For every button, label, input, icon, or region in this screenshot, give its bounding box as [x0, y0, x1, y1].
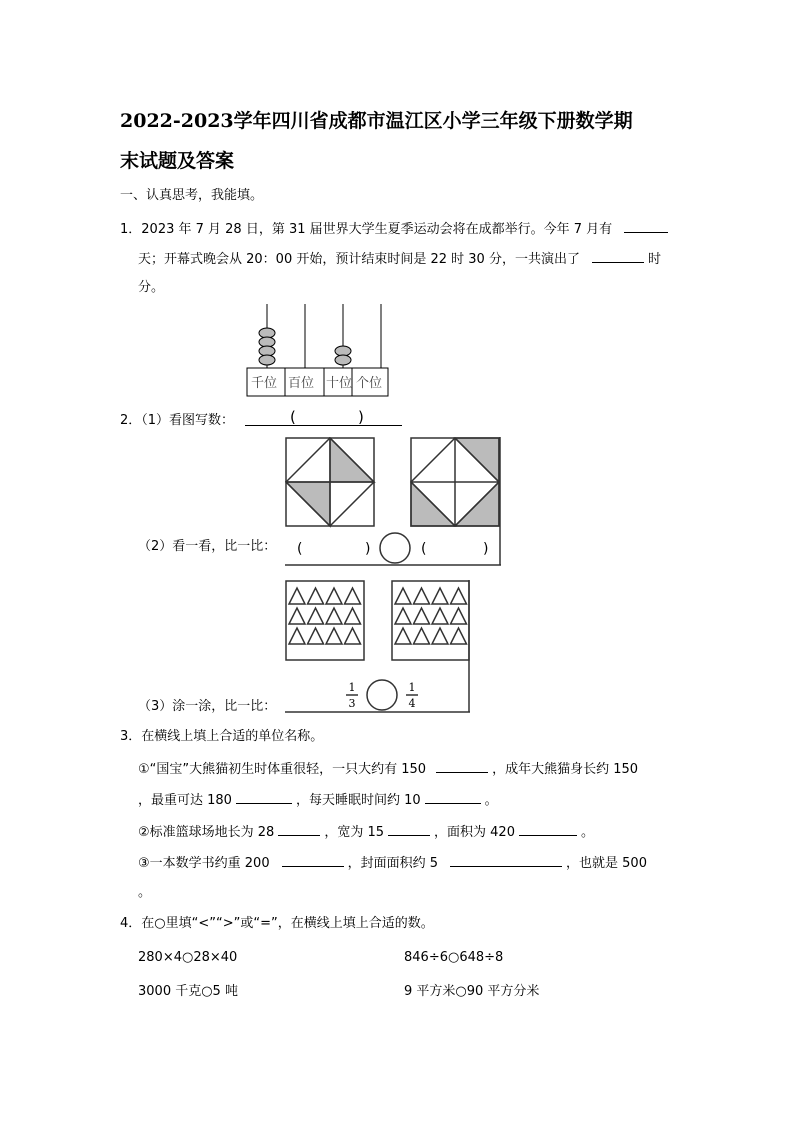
svg-text:(: (: [421, 541, 427, 557]
triangle-shape: [432, 588, 448, 604]
q3-line4: ③一本数学书约重 200 ，封面面积约 5 ，也就是 500: [138, 856, 647, 871]
triangle-shape: [289, 628, 305, 644]
q1-line1: 1．2023 年 7 月 28 日，第 31 届世界大学生夏季运动会将在成都举行。今年 7 月有: [120, 220, 672, 238]
triangle-shape: [414, 588, 430, 604]
triangles-figure: [285, 580, 473, 714]
triangle-shape: [451, 588, 467, 604]
triangle-shape: [345, 608, 361, 624]
triangle-shape: [451, 608, 467, 624]
q1-line3: 分。: [138, 280, 165, 295]
paren: ): [358, 408, 364, 426]
q1-line2: 天；开幕式晚会从 20：00 开始，预计结束时间是 22 时 30 分，一共演出了 时: [138, 252, 661, 267]
q2-answer-line[interactable]: [245, 425, 402, 426]
q3-heading: 3．在横线上填上合适的单位名称。: [120, 729, 324, 744]
abacus-label: 个位: [356, 376, 383, 391]
doc-title-line2: 末试题及答案: [120, 150, 235, 172]
q4-item: 846÷6○648÷8: [404, 950, 504, 965]
q2-part3: （3）涂一涂，比一比：: [138, 699, 277, 714]
triangle-shape: [395, 608, 411, 624]
q4-item: 280×4○28×40: [138, 950, 238, 965]
abacus-label: 十位: [326, 376, 353, 391]
triangle-shape: [345, 588, 361, 604]
abacus-figure: [246, 304, 391, 400]
q3-line3: ②标准篮球场地长为 28 ，宽为 15 ，面积为 420 。: [138, 825, 594, 840]
section-heading: 一、认真思考，我能填。: [120, 188, 264, 203]
q3-line5: 。: [138, 885, 152, 900]
triangle-shape: [432, 608, 448, 624]
squares-figure: [285, 437, 503, 567]
q2-part1: 2．（1）看图写数：: [120, 413, 235, 428]
triangle-shape: [326, 588, 342, 604]
q4-item: 9 平方米○90 平方分米: [404, 984, 540, 999]
fraction-denominator: 3: [348, 697, 356, 710]
svg-text:(: (: [297, 541, 303, 557]
triangle-shape: [414, 628, 430, 644]
q3-line2: ，最重可达 180 ，每天睡眠时间约 10 。: [138, 793, 498, 808]
fraction-denominator: 4: [408, 697, 416, 710]
doc-title-line1: 2022-2023学年四川省成都市温江区小学三年级下册数学期: [120, 110, 633, 132]
triangle-shape: [395, 588, 411, 604]
triangle-shape: [308, 608, 324, 624]
triangle-shape: [326, 628, 342, 644]
svg-text:): ): [483, 541, 489, 557]
triangle-shape: [345, 628, 361, 644]
triangle-shape: [289, 588, 305, 604]
abacus-label: 百位: [288, 376, 315, 391]
fraction-numerator: 1: [408, 681, 416, 694]
triangle-shape: [395, 628, 411, 644]
triangle-shape: [308, 588, 324, 604]
triangle-shape: [432, 628, 448, 644]
abacus-label: 千位: [251, 376, 278, 391]
triangle-shape: [308, 628, 324, 644]
q3-line1: ①“国宝”大熊猫初生时体重很轻，一只大约有 150 ，成年大熊猫身长约 150: [138, 762, 639, 777]
svg-text:): ): [365, 541, 371, 557]
paren: (: [290, 408, 296, 426]
triangle-shape: [451, 628, 467, 644]
q4-item: 3000 千克○5 吨: [138, 984, 238, 999]
q4-heading: 4．在○里填“<”“>”或“=”，在横线上填上合适的数。: [120, 916, 434, 931]
triangle-shape: [414, 608, 430, 624]
q2-part2: （2）看一看，比一比：: [138, 539, 277, 554]
triangle-shape: [289, 608, 305, 624]
triangle-shape: [326, 608, 342, 624]
fraction-numerator: 1: [348, 681, 356, 694]
